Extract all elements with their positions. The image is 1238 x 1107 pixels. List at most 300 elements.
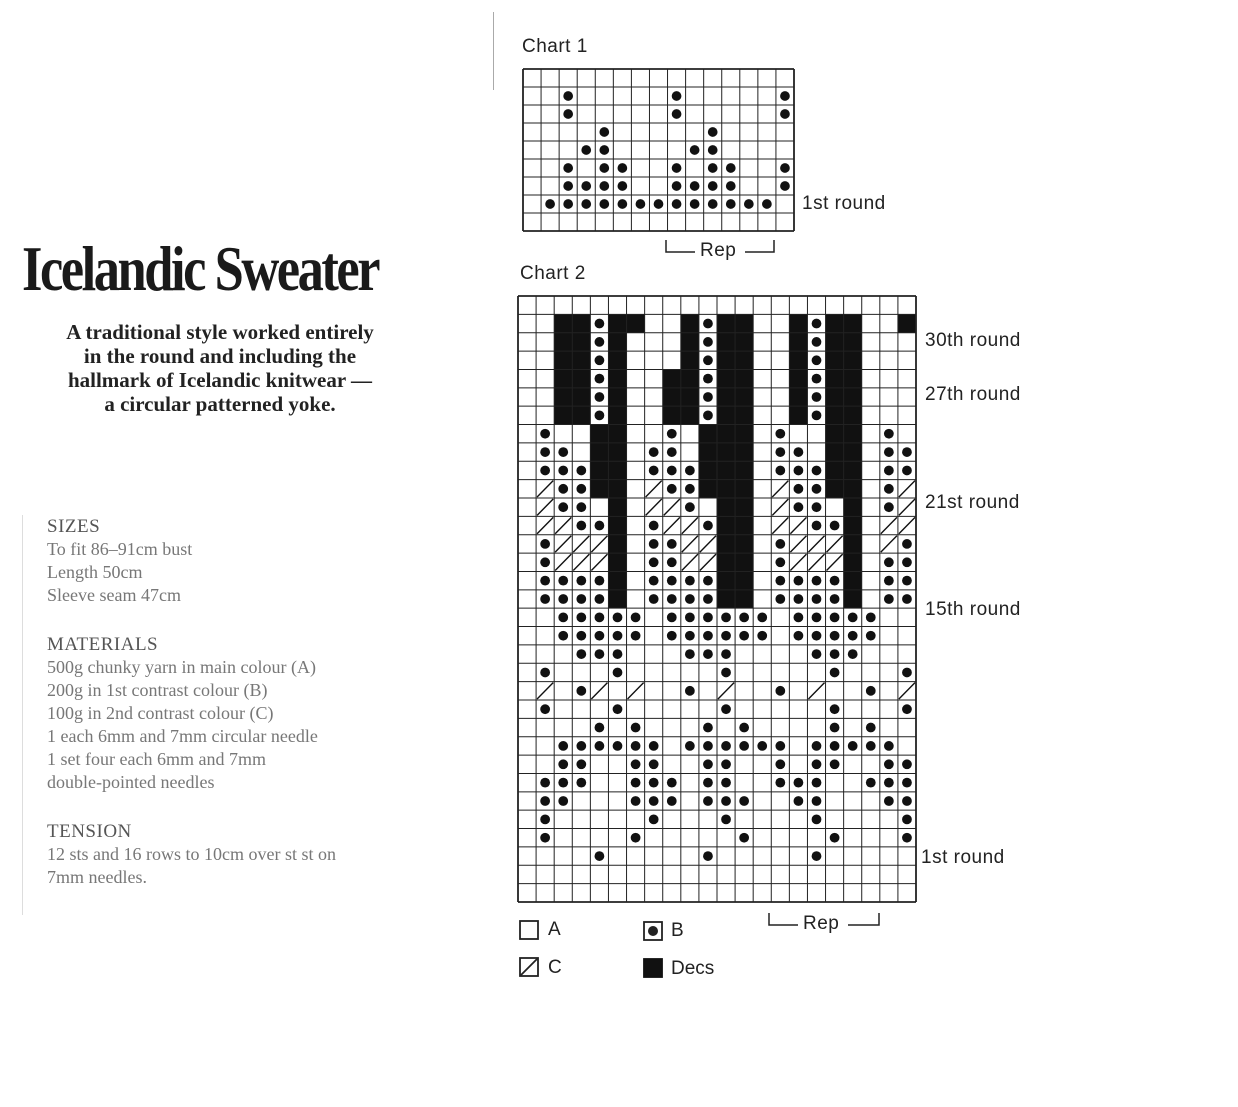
chart2-dec-cell: [735, 425, 753, 443]
chart2-b-stitch: [794, 778, 804, 788]
chart2-dec-cell: [717, 369, 735, 387]
chart2-b-stitch: [902, 668, 912, 678]
chart2-b-stitch: [558, 631, 568, 641]
chart2-rep-label: Rep: [803, 913, 840, 934]
chart2-b-stitch: [667, 612, 677, 622]
chart2-b-stitch: [631, 631, 641, 641]
chart2-b-stitch: [902, 447, 912, 457]
chart2-b-stitch: [558, 502, 568, 512]
chart2-b-stitch: [775, 778, 785, 788]
chart2-dec-cell: [663, 406, 681, 424]
chart2-b-stitch: [613, 631, 623, 641]
chart2-b-stitch: [902, 704, 912, 714]
chart1-b-stitch: [672, 163, 682, 173]
tension-line: 7mm needles.: [47, 867, 147, 887]
chart1-b-stitch: [708, 163, 718, 173]
chart2-b-stitch: [540, 557, 550, 567]
chart2-b-stitch: [866, 631, 876, 641]
chart2-b-stitch: [631, 796, 641, 806]
chart2-b-stitch: [685, 649, 695, 659]
chart2-b-stitch: [812, 631, 822, 641]
chart2-b-stitch: [866, 723, 876, 733]
chart2-b-stitch: [685, 612, 695, 622]
chart2-b-stitch: [595, 631, 605, 641]
chart2-b-stitch: [739, 723, 749, 733]
chart2-b-stitch: [595, 410, 605, 420]
chart2-dec-cell: [717, 571, 735, 589]
chart1-b-stitch: [744, 199, 754, 209]
chart2-dec-cell: [735, 351, 753, 369]
chart1-b-stitch: [563, 199, 573, 209]
chart2-b-stitch: [812, 814, 822, 824]
chart1-b-stitch: [708, 145, 718, 155]
chart2-b-stitch: [812, 612, 822, 622]
chart2-b-stitch: [739, 612, 749, 622]
chart2-b-stitch: [703, 319, 713, 329]
chart2-b-stitch: [794, 594, 804, 604]
chart2-b-stitch: [902, 557, 912, 567]
chart2-b-stitch: [703, 392, 713, 402]
chart1-b-stitch: [636, 199, 646, 209]
chart2-dec-cell: [608, 553, 626, 571]
chart2-b-stitch: [848, 649, 858, 659]
chart2-b-stitch: [775, 539, 785, 549]
chart2-b-stitch: [558, 741, 568, 751]
chart2-b-stitch: [649, 557, 659, 567]
chart2-b-stitch: [902, 833, 912, 843]
chart2-b-stitch: [631, 612, 641, 622]
chart2-b-stitch: [794, 502, 804, 512]
chart2-dec-cell: [717, 388, 735, 406]
chart2-dec-cell: [590, 480, 608, 498]
chart2-dec-cell: [608, 535, 626, 553]
chart2-dec-cell: [735, 590, 753, 608]
materials-heading: MATERIALS: [47, 634, 159, 655]
chart2-b-stitch: [595, 392, 605, 402]
chart2-b-stitch: [667, 796, 677, 806]
chart2-b-stitch: [540, 796, 550, 806]
chart2-b-stitch: [685, 576, 695, 586]
chart2-dec-cell: [717, 351, 735, 369]
chart2-b-stitch: [884, 741, 894, 751]
chart2-b-stitch: [848, 631, 858, 641]
chart2-b-stitch: [884, 759, 894, 769]
tension-heading: TENSION: [47, 821, 132, 842]
chart2-b-stitch: [703, 741, 713, 751]
chart2-dec-cell: [608, 443, 626, 461]
chart2-dec-cell: [826, 351, 844, 369]
chart2-dec-cell: [590, 461, 608, 479]
chart2-b-stitch: [721, 612, 731, 622]
chart2-b-stitch: [558, 796, 568, 806]
chart2-round-label-1: 1st round: [921, 847, 1005, 868]
chart2-round-label-21: 21st round: [925, 492, 1020, 513]
chart2-round-label-30: 30th round: [925, 330, 1021, 351]
chart2-b-stitch: [558, 778, 568, 788]
chart2-b-stitch: [649, 594, 659, 604]
chart2-dec-cell: [717, 314, 735, 332]
chart2-b-stitch: [830, 576, 840, 586]
chart2-b-stitch: [685, 631, 695, 641]
chart2-b-stitch: [576, 686, 586, 696]
chart2-dec-cell: [789, 406, 807, 424]
chart2-b-stitch: [667, 631, 677, 641]
chart2-dec-cell: [735, 406, 753, 424]
chart2-b-stitch: [739, 741, 749, 751]
chart2-b-stitch: [576, 502, 586, 512]
chart2-dec-cell: [572, 388, 590, 406]
chart2-b-stitch: [902, 778, 912, 788]
chart2-b-stitch: [667, 778, 677, 788]
chart2-b-stitch: [902, 594, 912, 604]
chart2-dec-cell: [681, 406, 699, 424]
chart2-dec-cell: [735, 571, 753, 589]
chart2-b-stitch: [830, 594, 840, 604]
chart2-b-stitch: [667, 594, 677, 604]
chart2-b-stitch: [884, 484, 894, 494]
chart2-dec-cell: [572, 369, 590, 387]
chart2-b-stitch: [775, 686, 785, 696]
chart2-b-stitch: [902, 796, 912, 806]
chart1-b-stitch: [581, 181, 591, 191]
chart2-b-stitch: [812, 796, 822, 806]
chart1-b-stitch: [654, 199, 664, 209]
chart2-b-stitch: [721, 778, 731, 788]
chart2-b-stitch: [794, 631, 804, 641]
chart1-b-stitch: [780, 163, 790, 173]
chart2-b-stitch: [540, 833, 550, 843]
chart2-b-stitch: [812, 851, 822, 861]
sizes-line: Length 50cm: [47, 562, 143, 582]
chart2-b-stitch: [576, 576, 586, 586]
chart2-b-stitch: [558, 484, 568, 494]
materials-line: double-pointed needles: [47, 772, 215, 792]
chart2-b-stitch: [757, 612, 767, 622]
chart2-b-stitch: [631, 723, 641, 733]
chart2-b-stitch: [631, 778, 641, 788]
chart2-dec-cell: [608, 406, 626, 424]
sizes-line: To fit 86–91cm bust: [47, 539, 193, 559]
materials-section: [47, 633, 442, 794]
chart2-b-stitch: [703, 576, 713, 586]
chart2-dec-cell: [844, 571, 862, 589]
chart2-dec-cell: [844, 333, 862, 351]
chart2-dec-cell: [608, 480, 626, 498]
chart2-b-stitch: [884, 576, 894, 586]
chart2-b-stitch: [884, 557, 894, 567]
chart2-dec-cell: [554, 351, 572, 369]
chart2-b-stitch: [775, 741, 785, 751]
chart2-dec-cell: [735, 535, 753, 553]
chart1-b-stitch: [726, 163, 736, 173]
chart2-dec-cell: [717, 498, 735, 516]
legend-symbol-a: [519, 920, 539, 940]
chart2-b-stitch: [558, 447, 568, 457]
chart2-b-stitch: [812, 392, 822, 402]
chart2-b-stitch: [576, 649, 586, 659]
chart2-dec-cell: [898, 314, 916, 332]
chart2-b-stitch: [721, 759, 731, 769]
chart2-dec-cell: [663, 388, 681, 406]
chart2-b-stitch: [595, 521, 605, 531]
chart1-b-stitch: [563, 91, 573, 101]
chart1-b-stitch: [618, 199, 628, 209]
chart2-b-stitch: [794, 576, 804, 586]
subtitle-line: in the round and including the: [83, 344, 357, 368]
chart2-b-stitch: [884, 466, 894, 476]
chart2-dec-cell: [826, 333, 844, 351]
chart2-b-stitch: [739, 796, 749, 806]
chart2-dec-cell: [608, 388, 626, 406]
chart2-dec-cell: [735, 369, 753, 387]
chart2-b-stitch: [830, 668, 840, 678]
chart2-dec-cell: [717, 535, 735, 553]
chart2-b-stitch: [812, 410, 822, 420]
chart2-b-stitch: [703, 851, 713, 861]
chart1-b-stitch: [690, 199, 700, 209]
chart2-b-stitch: [775, 447, 785, 457]
chart2-b-stitch: [649, 466, 659, 476]
chart1-rep-label: Rep: [700, 240, 737, 261]
chart2-b-stitch: [812, 594, 822, 604]
chart1-b-stitch: [563, 109, 573, 119]
chart2-dec-cell: [826, 480, 844, 498]
chart2-dec-cell: [826, 443, 844, 461]
chart2-dec-cell: [608, 461, 626, 479]
chart2-b-stitch: [667, 557, 677, 567]
chart2-b-stitch: [703, 778, 713, 788]
chart2-b-stitch: [576, 594, 586, 604]
chart2-b-stitch: [830, 741, 840, 751]
chart2-dec-cell: [735, 314, 753, 332]
chart1-b-stitch: [581, 145, 591, 155]
chart2-b-stitch: [703, 410, 713, 420]
chart2-b-stitch: [848, 612, 858, 622]
chart2-dec-cell: [699, 480, 717, 498]
chart2-b-stitch: [540, 429, 550, 439]
chart2-b-stitch: [703, 355, 713, 365]
chart2-dec-cell: [735, 553, 753, 571]
chart2-b-stitch: [775, 557, 785, 567]
chart2-dec-cell: [627, 314, 645, 332]
chart2-b-stitch: [649, 539, 659, 549]
chart2-b-stitch: [540, 668, 550, 678]
column-divider: [493, 12, 494, 90]
chart2-dec-cell: [681, 333, 699, 351]
chart2-b-stitch: [667, 484, 677, 494]
chart2-b-stitch: [884, 447, 894, 457]
chart2-b-stitch: [595, 576, 605, 586]
chart1-b-stitch: [726, 181, 736, 191]
chart2-dec-cell: [608, 590, 626, 608]
chart2-b-stitch: [649, 741, 659, 751]
chart2-b-stitch: [866, 612, 876, 622]
chart2-b-stitch: [775, 429, 785, 439]
legend-symbol-b: [643, 921, 663, 941]
chart1-b-stitch: [690, 145, 700, 155]
chart2-b-stitch: [595, 319, 605, 329]
chart2-dec-cell: [844, 535, 862, 553]
chart2-b-stitch: [794, 447, 804, 457]
chart2-b-stitch: [576, 631, 586, 641]
chart2-dec-cell: [717, 516, 735, 534]
chart1-b-stitch: [599, 145, 609, 155]
chart2-dec-cell: [608, 333, 626, 351]
chart2-b-stitch: [649, 521, 659, 531]
specifications: [22, 515, 442, 915]
chart2-b-stitch: [631, 759, 641, 769]
chart1-b-stitch: [599, 199, 609, 209]
chart2-b-stitch: [558, 759, 568, 769]
sizes-heading: SIZES: [47, 516, 101, 537]
chart2-b-stitch: [902, 814, 912, 824]
chart2-b-stitch: [812, 759, 822, 769]
chart2-dec-cell: [735, 333, 753, 351]
chart2-dec-cell: [789, 388, 807, 406]
chart2-b-stitch: [812, 374, 822, 384]
chart2-b-stitch: [576, 741, 586, 751]
chart2-b-stitch: [775, 466, 785, 476]
chart2-dec-cell: [826, 369, 844, 387]
chart2-b-stitch: [721, 741, 731, 751]
chart2-dec-cell: [699, 425, 717, 443]
chart2-b-stitch: [649, 778, 659, 788]
chart1-b-stitch: [599, 181, 609, 191]
chart2-b-stitch: [595, 355, 605, 365]
chart2-b-stitch: [757, 741, 767, 751]
chart2-b-stitch: [703, 594, 713, 604]
chart2-dec-cell: [681, 351, 699, 369]
chart2-b-stitch: [775, 594, 785, 604]
chart2-b-stitch: [540, 466, 550, 476]
chart2-b-stitch: [685, 594, 695, 604]
chart2-dec-cell: [554, 406, 572, 424]
chart2-dec-cell: [789, 314, 807, 332]
chart2-dec-cell: [735, 516, 753, 534]
chart2-b-stitch: [649, 796, 659, 806]
chart2-b-stitch: [649, 447, 659, 457]
chart2-b-stitch: [576, 521, 586, 531]
chart2-b-stitch: [685, 502, 695, 512]
chart2-b-stitch: [595, 337, 605, 347]
chart2-dec-cell: [608, 516, 626, 534]
chart2-dec-cell: [699, 443, 717, 461]
chart2-dec-cell: [789, 333, 807, 351]
chart2-b-stitch: [812, 484, 822, 494]
materials-line: 1 set four each 6mm and 7mm: [47, 749, 266, 769]
legend-label-b: B: [671, 920, 684, 941]
chart2-dec-cell: [608, 369, 626, 387]
chart2-b-stitch: [540, 594, 550, 604]
chart2-b-stitch: [830, 833, 840, 843]
chart2-dec-cell: [735, 388, 753, 406]
chart2-b-stitch: [794, 466, 804, 476]
chart1-b-stitch: [545, 199, 555, 209]
chart1-b-stitch: [780, 181, 790, 191]
chart2-dec-cell: [735, 480, 753, 498]
chart2-b-stitch: [721, 631, 731, 641]
chart2-b-stitch: [558, 466, 568, 476]
chart2-dec-cell: [681, 369, 699, 387]
chart2-dec-cell: [663, 369, 681, 387]
chart2-dec-cell: [717, 480, 735, 498]
legend-label-c: C: [548, 957, 562, 978]
chart1-b-stitch: [672, 199, 682, 209]
chart2-b-stitch: [884, 796, 894, 806]
page-title: Icelandic Sweater: [22, 233, 379, 304]
chart2-b-stitch: [667, 429, 677, 439]
chart1-b-stitch: [672, 91, 682, 101]
chart2-dec-cell: [826, 425, 844, 443]
chart2-b-stitch: [703, 796, 713, 806]
chart2-b-stitch: [595, 649, 605, 659]
tension-line: 12 sts and 16 rows to 10cm over st st on: [47, 844, 336, 864]
chart2-dec-cell: [681, 388, 699, 406]
chart2-dec-cell: [554, 333, 572, 351]
chart1-title: Chart 1: [522, 36, 588, 57]
chart2-b-stitch: [721, 649, 731, 659]
chart2-b-stitch: [540, 704, 550, 714]
chart2-b-stitch: [902, 576, 912, 586]
chart2-dec-cell: [608, 314, 626, 332]
chart2-b-stitch: [830, 649, 840, 659]
chart2-title: Chart 2: [520, 263, 586, 284]
chart2-b-stitch: [667, 539, 677, 549]
chart2-b-stitch: [649, 814, 659, 824]
subtitle-line: a circular patterned yoke.: [104, 392, 336, 416]
subtitle-line: hallmark of Icelandic knitwear —: [67, 368, 373, 392]
chart2-b-stitch: [558, 594, 568, 604]
materials-line: 200g in 1st contrast colour (B): [47, 680, 268, 700]
chart1-b-stitch: [780, 109, 790, 119]
chart2-b-stitch: [812, 466, 822, 476]
chart2-dec-cell: [590, 425, 608, 443]
chart2-round-label-15: 15th round: [925, 599, 1021, 620]
chart2-b-stitch: [576, 484, 586, 494]
chart1-b-stitch: [726, 199, 736, 209]
chart1-b-stitch: [690, 181, 700, 191]
chart2-dec-cell: [554, 388, 572, 406]
chart1-b-stitch: [563, 181, 573, 191]
chart2-b-stitch: [540, 539, 550, 549]
chart2-b-stitch: [631, 833, 641, 843]
chart1-b-stitch: [672, 181, 682, 191]
chart2-dec-cell: [717, 590, 735, 608]
chart2-dec-cell: [735, 498, 753, 516]
chart2-dec-cell: [590, 443, 608, 461]
chart2-dec-cell: [717, 406, 735, 424]
chart2-b-stitch: [613, 741, 623, 751]
chart2-b-stitch: [667, 576, 677, 586]
chart2-b-stitch: [812, 502, 822, 512]
chart2-b-stitch: [812, 319, 822, 329]
chart2-b-stitch: [595, 723, 605, 733]
sizes-section: [47, 515, 442, 607]
subtitle: [20, 320, 420, 416]
chart2-dec-cell: [572, 314, 590, 332]
chart2-b-stitch: [830, 759, 840, 769]
chart2-b-stitch: [558, 612, 568, 622]
chart2-b-stitch: [685, 466, 695, 476]
chart2-b-stitch: [685, 686, 695, 696]
chart2-dec-cell: [717, 443, 735, 461]
chart2-b-stitch: [812, 778, 822, 788]
chart2-b-stitch: [775, 759, 785, 769]
chart1-grid: [523, 69, 794, 231]
chart2-b-stitch: [830, 704, 840, 714]
chart2-b-stitch: [703, 759, 713, 769]
chart1-b-stitch: [618, 163, 628, 173]
